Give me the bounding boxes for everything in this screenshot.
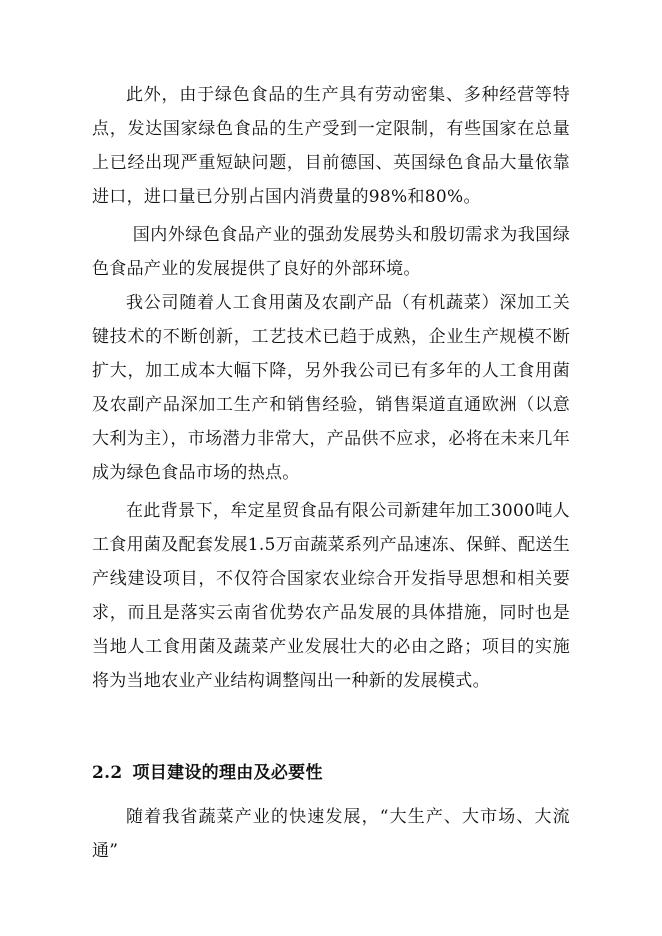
section-title: 项目建设的理由及必要性 bbox=[132, 763, 323, 783]
paragraph-company-capability: 我公司随着人工食用菌及农副产品（有机蔬菜）深加工关键技术的不断创新，工艺技术已趋于成熟，企业生产规模不断扩大，加工成本大幅下降，另外我公司已有多年的人工食用菌及农副产品深加工生产和销售经验，销售渠道直通欧洲（以意大利为主），市场潜力非常大，产品供不应求，必将在未来几年成为绿色食品市场的热点。 bbox=[92, 293, 570, 483]
paragraph-project-overview: 在此背景下，牟定星贸食品有限公司新建年加工3000吨人工食用菌及配套发展1.5万亩蔬菜系列产品速冻、保鲜、配送生产线建设项目，不仅符合国家农业综合开发指导思想和相关要求，而且是落实云南省优势农产品发展的具体措施，同时也是当地人工食用菌及蔬菜产业发展壮大的必由之路；项目的实施将为当地农业产业结构调整闯出一种新的发展模式。 bbox=[92, 501, 570, 691]
section-heading bbox=[92, 756, 323, 790]
section-number: 2.2 bbox=[92, 763, 123, 783]
paragraph-background-supply: 此外，由于绿色食品的生产具有劳动密集、多种经营等特点，发达国家绿色食品的生产受到一定限制，有些国家在总量上已经出现严重短缺问题，目前德国、英国绿色食品大量依靠进口，进口量已分别占国内消费量的98%和80%。 bbox=[92, 85, 570, 207]
paragraph-market-environment: 国内外绿色食品产业的强劲发展势头和殷切需求为我国绿色食品产业的发展提供了良好的外部环境。 bbox=[92, 225, 570, 279]
paragraph-section-intro: 随着我省蔬菜产业的快速发展，“大生产、大市场、大流通” bbox=[92, 807, 570, 861]
